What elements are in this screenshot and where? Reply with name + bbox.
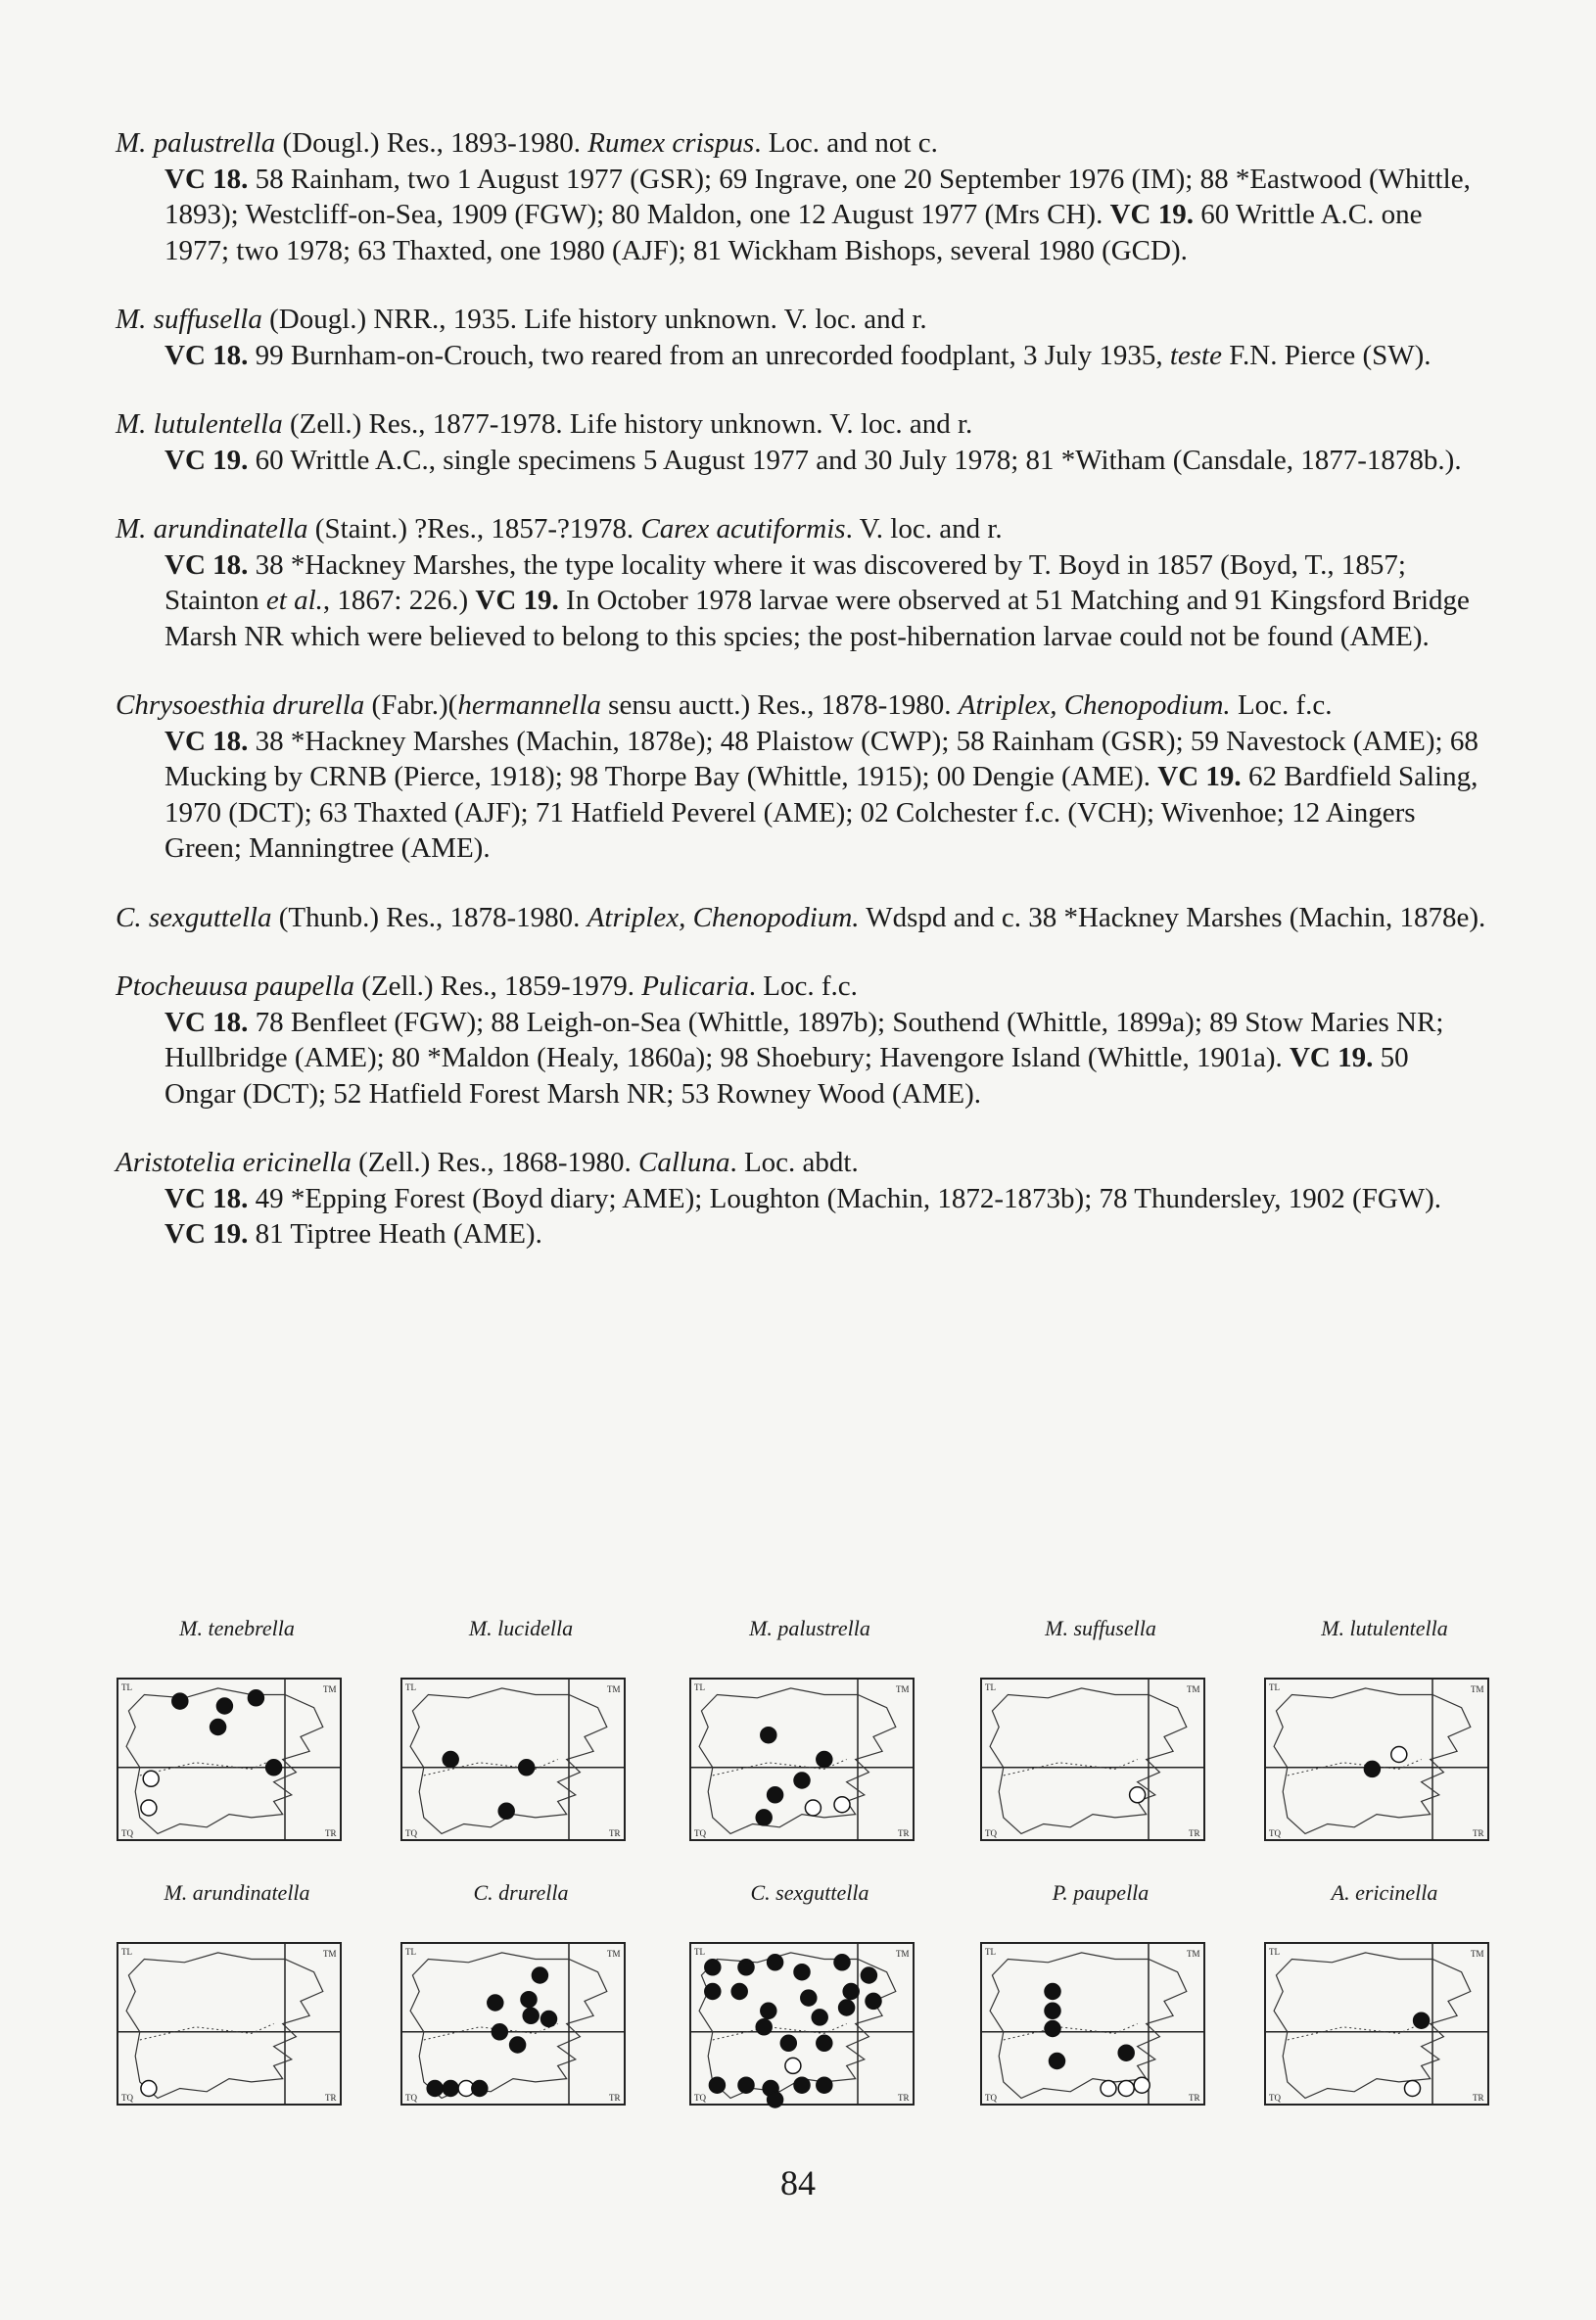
grid-label-tq: TQ: [405, 1828, 417, 1838]
county-outline: [699, 1688, 896, 1834]
record-dot-recent: [523, 2008, 539, 2023]
species-name: Ptocheuusa paupella: [116, 971, 355, 1002]
record-dot-recent: [794, 2077, 810, 2093]
distribution-map: [394, 1616, 648, 1861]
map-species-label: A. ericinella: [1331, 1880, 1438, 1905]
grid-label-tl: TL: [1269, 1682, 1280, 1692]
record-dot-recent: [427, 2081, 443, 2097]
distribution-map: [682, 1616, 937, 1861]
county-map: [114, 1675, 345, 1844]
grid-label-tm: TM: [323, 1949, 337, 1959]
record-dot-recent: [1364, 1761, 1380, 1776]
record-dot-recent: [1050, 2054, 1065, 2069]
county-outline: [990, 1688, 1187, 1834]
record-dot-recent: [756, 2019, 772, 2035]
grid-label-tm: TM: [896, 1684, 910, 1694]
record-dot-recent: [705, 1984, 721, 2000]
distribution-map: [973, 1880, 1228, 2125]
record-dot-recent: [731, 1984, 747, 2000]
record-dot-old: [1101, 2081, 1116, 2097]
distribution-map: [394, 1880, 648, 2125]
record-dot-recent: [843, 1984, 859, 2000]
county-map: [114, 1939, 345, 2108]
county-outline: [990, 1953, 1187, 2098]
county-outline: [1274, 1953, 1471, 2098]
grid-label-tm: TM: [1187, 1949, 1200, 1959]
record-dot-recent: [443, 1752, 458, 1768]
map-species-label: C. sexguttella: [750, 1880, 869, 1905]
record-dot-recent: [266, 1760, 282, 1776]
record-dot-recent: [443, 2081, 458, 2097]
county-map: [977, 1675, 1208, 1844]
record-dot-recent: [780, 2035, 796, 2051]
grid-label-tq: TQ: [1269, 2093, 1281, 2103]
grid-label-tm: TM: [607, 1684, 621, 1694]
grid-label-tr: TR: [1473, 2093, 1484, 2103]
record-dot-old: [1391, 1747, 1407, 1763]
species-text: [116, 125, 1486, 1286]
record-dot-recent: [834, 1955, 850, 1970]
species-entry-ericinella: Aristotelia ericinella (Zell.) Res., 1868-1980. Calluna. Loc. abdt. VC 18. 49 *Epping Forest (Boyd diary; AME); Loughton (Machin, 1872-1873b); 78 Thundersley, 1902 (FGW). VC 19. 81 Tiptree Heath (AME).: [116, 1147, 1442, 1250]
record-dot-recent: [498, 1803, 514, 1819]
record-dot-recent: [472, 2081, 488, 2097]
record-dot-recent: [768, 2092, 783, 2107]
record-dot-old: [1134, 2077, 1150, 2093]
grid-label-tl: TL: [121, 1947, 132, 1957]
county-map: [686, 1675, 917, 1844]
species-name: M. suffusella: [116, 304, 262, 335]
species-name: C. sexguttella: [116, 901, 272, 933]
grid-label-tq: TQ: [1269, 1828, 1281, 1838]
grid-label-tl: TL: [405, 1947, 416, 1957]
grid-label-tl: TL: [405, 1682, 416, 1692]
record-dot-old: [143, 1771, 159, 1786]
page-number: 84: [780, 2163, 816, 2202]
record-dot-recent: [705, 1960, 721, 1975]
record-dot-recent: [510, 2037, 526, 2053]
record-dot-recent: [761, 2003, 776, 2018]
map-species-label: M. palustrella: [749, 1616, 870, 1640]
grid-label-tl: TL: [1269, 1947, 1280, 1957]
distribution-map: [110, 1880, 364, 2125]
species-entry-lutulentella: M. lutulentella (Zell.) Res., 1877-1978. Life history unknown. V. loc. and r. VC 19. 60 Writtle A.C., single specimens 5 August 1977 and 30 July 1978; 81 *Witham (Cansdale, 1877-1878b.).: [116, 408, 1462, 476]
record-dot-recent: [794, 1773, 810, 1788]
record-dot-recent: [519, 1760, 535, 1776]
record-dot-recent: [866, 1993, 881, 2009]
record-dot-old: [1405, 2081, 1421, 2097]
record-dot-recent: [1414, 2012, 1430, 2028]
species-entry-palustrella: M. palustrella (Dougl.) Res., 1893-1980. Rumex crispus. Loc. and not c. VC 18. 58 Rainham, two 1 August 1977 (GSR); 69 Ingrave, one 20 September 1976 (IM); 88 *Eastwood (Whittle, 1893); Westcliff-on-Sea, 1909 (FGW); 80 Maldon, one 12 August 1977 (Mrs CH). VC 19. 60 Writtle A.C. one 1977; two 1978; 63 Thaxted, one 1980 (AJF); 81 Wickham Bishops, several 1980 (GCD).: [116, 127, 1471, 266]
record-dot-recent: [761, 1728, 776, 1743]
county-map: [1261, 1675, 1492, 1844]
grid-label-tl: TL: [121, 1682, 132, 1692]
record-dot-recent: [738, 2077, 754, 2093]
grid-label-tq: TQ: [694, 1828, 706, 1838]
record-dot-recent: [794, 1965, 810, 1980]
record-dot-recent: [541, 2012, 557, 2027]
grid-label-tr: TR: [325, 2093, 337, 2103]
record-dot-old: [785, 2058, 801, 2073]
grid-label-tm: TM: [896, 1949, 910, 1959]
record-dot-recent: [738, 1960, 754, 1975]
grid-label-tr: TR: [325, 1828, 337, 1838]
species-name: Chrysoesthia drurella: [116, 689, 365, 721]
distribution-map: [1257, 1616, 1512, 1861]
record-dot-recent: [211, 1720, 226, 1735]
grid-label-tr: TR: [1189, 2093, 1200, 2103]
grid-label-tl: TL: [694, 1682, 705, 1692]
grid-label-tm: TM: [1471, 1684, 1484, 1694]
grid-label-tr: TR: [1189, 1828, 1200, 1838]
grid-label-tr: TR: [898, 1828, 910, 1838]
distribution-map: [110, 1616, 364, 1861]
distribution-map: [682, 1880, 937, 2125]
grid-label-tq: TQ: [121, 2093, 133, 2103]
map-species-label: M. tenebrella: [179, 1616, 295, 1640]
grid-label-tr: TR: [609, 2093, 621, 2103]
record-dot-recent: [1045, 2021, 1060, 2037]
record-dot-old: [141, 1800, 157, 1816]
record-dot-recent: [768, 1787, 783, 1803]
record-dot-recent: [812, 2010, 827, 2025]
record-dot-recent: [1045, 1984, 1060, 2000]
map-species-label: C. drurella: [473, 1880, 569, 1905]
record-dot-recent: [817, 2035, 832, 2051]
record-dot-recent: [1045, 2003, 1060, 2018]
grid-label-tr: TR: [609, 1828, 621, 1838]
map-frame: [1265, 1943, 1488, 2105]
map-species-label: P. paupella: [1052, 1880, 1150, 1905]
grid-label-tm: TM: [1187, 1684, 1200, 1694]
record-dot-recent: [248, 1690, 263, 1706]
record-dot-recent: [801, 1990, 817, 2006]
record-dot-old: [141, 2081, 157, 2097]
species-name: M. palustrella: [116, 127, 276, 159]
county-map: [398, 1675, 629, 1844]
map-frame: [690, 1679, 914, 1840]
county-map: [398, 1939, 629, 2108]
record-dot-recent: [709, 2077, 725, 2093]
species-entry-paupella: Ptocheuusa paupella (Zell.) Res., 1859-1979. Pulicaria. Loc. f.c. VC 18. 78 Benfleet (FGW); 88 Leigh-on-Sea (Whittle, 1897b); Southend (Whittle, 1899a); 89 Stow Maries NR; Hullbridge (AME); 80 *Maldon (Healy, 1860a); 98 Shoebury; Havengore Island (Whittle, 1901a). VC 19. 50 Ongar (DCT); 52 Hatfield Forest Marsh NR; 53 Rowney Wood (AME).: [116, 971, 1444, 1110]
map-frame: [981, 1679, 1204, 1840]
record-dot-recent: [768, 1955, 783, 1970]
species-name: Aristotelia ericinella: [116, 1147, 352, 1178]
record-dot-recent: [532, 1967, 547, 1983]
species-name: M. arundinatella: [116, 513, 308, 544]
grid-label-tq: TQ: [985, 1828, 997, 1838]
county-map: [686, 1939, 917, 2108]
grid-label-tm: TM: [607, 1949, 621, 1959]
species-entry-sexguttella: C. sexguttella (Thunb.) Res., 1878-1980. Atriplex, Chenopodium. Wdspd and c. 38 *Hackney Marshes (Machin, 1878e).: [116, 901, 1486, 933]
record-dot-recent: [861, 1967, 876, 1983]
grid-label-tq: TQ: [121, 1828, 133, 1838]
record-dot-old: [1118, 2081, 1134, 2097]
grid-label-tq: TQ: [985, 2093, 997, 2103]
record-dot-recent: [172, 1693, 188, 1709]
grid-label-tr: TR: [898, 2093, 910, 2103]
county-outline: [126, 1953, 323, 2098]
grid-label-tl: TL: [985, 1947, 996, 1957]
distribution-map: [973, 1616, 1228, 1861]
county-map: [977, 1939, 1208, 2108]
record-dot-old: [834, 1797, 850, 1813]
record-dot-recent: [817, 2077, 832, 2093]
grid-label-tm: TM: [323, 1684, 337, 1694]
record-dot-recent: [492, 2024, 507, 2040]
county-outline: [410, 1953, 607, 2098]
distribution-map: [1257, 1880, 1512, 2125]
map-frame: [1265, 1679, 1488, 1840]
map-species-label: M. arundinatella: [164, 1880, 310, 1905]
record-dot-recent: [756, 1810, 772, 1825]
species-entry-suffusella: M. suffusella (Dougl.) NRR., 1935. Life history unknown. V. loc. and r. VC 18. 99 Burnham-on-Crouch, two reared from an unrecorded foodplant, 3 July 1935, teste F.N. Pierce (SW).: [116, 304, 1432, 371]
species-entry-arundinatella: M. arundinatella (Staint.) ?Res., 1857-?1978. Carex acutiformis. V. loc. and r. VC 18. 38 *Hackney Marshes, the type locality where it was discovered by T. Boyd in 1857 (Boyd, T., 1857; Stainton et al., 1867: 226.) VC 19. In October 1978 larvae were observed at 51 Matching and 91 Kingsford Bridge Marsh NR which were believed to belong to this spcies; the post-hibernation larvae could not be found (AME).: [116, 513, 1470, 652]
grid-label-tr: TR: [1473, 1828, 1484, 1838]
record-dot-recent: [839, 2000, 855, 2015]
record-dot-recent: [216, 1698, 232, 1714]
grid-label-tm: TM: [1471, 1949, 1484, 1959]
record-dot-recent: [488, 1995, 503, 2011]
record-dot-recent: [521, 1992, 537, 2008]
record-dot-old: [1130, 1787, 1146, 1803]
county-map: [1261, 1939, 1492, 2108]
map-species-label: M. lutulentella: [1321, 1616, 1448, 1640]
grid-label-tl: TL: [694, 1947, 705, 1957]
grid-label-tq: TQ: [694, 2093, 706, 2103]
species-entry-drurella: Chrysoesthia drurella (Fabr.)(hermannella sensu auctt.) Res., 1878-1980. Atriplex, Chenopodium. Loc. f.c. VC 18. 38 *Hackney Marshes (Machin, 1878e); 48 Plaistow (CWP); 58 Rainham (GSR); 59 Navestock (AME); 68 Mucking by CRNB (Pierce, 1918); 98 Thorpe Bay (Whittle, 1915); 00 Dengie (AME). VC 19. 62 Bardfield Saling, 1970 (DCT); 63 Thaxted (AJF); 71 Hatfield Peverel (AME); 02 Colchester f.c. (VCH); Wivenhoe; 12 Aingers Green; Manningtree (AME).: [116, 689, 1479, 864]
map-species-label: M. suffusella: [1045, 1616, 1156, 1640]
record-dot-recent: [1118, 2045, 1134, 2060]
grid-label-tq: TQ: [405, 2093, 417, 2103]
record-dot-old: [805, 1800, 821, 1816]
map-species-label: M. lucidella: [468, 1616, 574, 1640]
map-frame: [981, 1943, 1204, 2105]
record-dot-recent: [817, 1752, 832, 1768]
species-name: M. lutulentella: [116, 408, 283, 440]
grid-label-tl: TL: [985, 1682, 996, 1692]
